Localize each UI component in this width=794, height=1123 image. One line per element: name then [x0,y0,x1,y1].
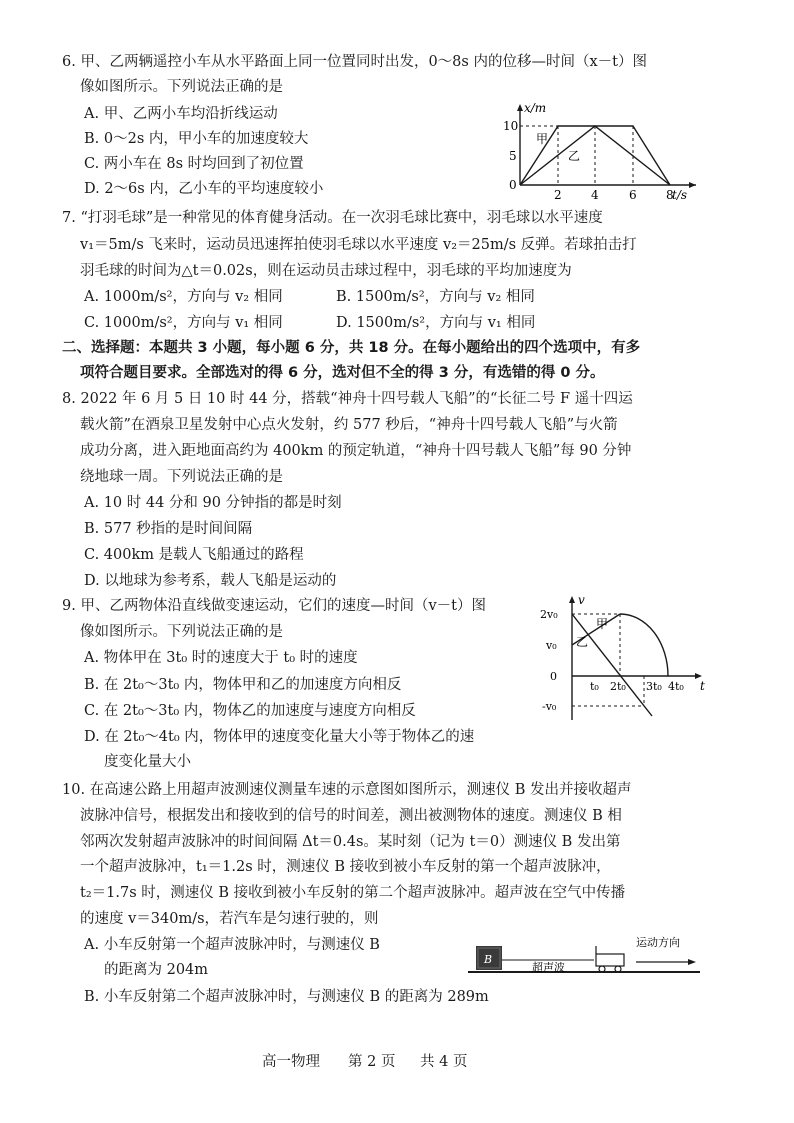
q9-option-b: B. 在 2t₀～3t₀ 内，物体甲和乙的加速度方向相反 [84,677,402,693]
q6-xt-graph [500,100,710,200]
label-4t0: 4t₀ [668,680,684,693]
label-jia: 甲 [536,132,549,146]
footer-total-pages: 共 4 页 [420,1054,468,1070]
q10-option-a-line1: A. 小车反射第一个超声波脉冲时，与测速仪 B [84,937,380,953]
q10-stem-line2: 波脉冲信号，根据发出和接收到的信号的时间差，测出被测物体的速度。测速仪 B 相 [80,808,622,824]
q9-option-c: C. 在 2t₀～3t₀ 内，物体乙的加速度与速度方向相反 [84,703,416,719]
x-axis-label: t/s [672,188,688,200]
footer-subject: 高一物理 [262,1054,320,1070]
t-axis-label: t [700,679,705,693]
y-tick-0: 0 [509,178,517,192]
y-tick-10: 10 [503,119,519,133]
v-axis-label: v [578,593,585,607]
direction-label: 运动方向 [636,936,680,949]
curve-yi-line [572,614,652,716]
q8-stem-line3: 成功分离，进入距地面高约为 400km 的预定轨道，“神舟十四号载人飞船”每 90 分钟 [80,443,632,459]
y-tick-5: 5 [509,149,517,163]
label-t0: t₀ [590,680,599,693]
q8-option-d: D. 以地球为参考系，载人飞船是运动的 [84,573,337,589]
label-2t0: 2t₀ [610,680,626,693]
q8-stem-line4: 绕地球一周。下列说法正确的是 [80,469,283,485]
q8-option-c: C. 400km 是载人飞船通过的路程 [84,547,304,563]
car-body [596,954,624,966]
y-axis-arrow [517,104,523,111]
label-yi: 乙 [576,635,589,649]
x-tick-4: 4 [591,188,599,200]
q7-stem-line2: v₁＝5m/s 飞来时，运动员迅速挥拍使羽毛球以水平速度 v₂＝25m/s 反弹。若球拍击打 [80,237,637,253]
q6-stem-line1: 6. 甲、乙两辆遥控小车从水平路面上同一位置同时出发，0～8s 内的位移—时间（x－t）图 [62,54,647,70]
q8-option-b: B. 577 秒指的是时间间隔 [84,521,253,537]
label-3t0: 3t₀ [646,680,662,693]
x-axis-arrow [689,182,696,188]
q7-option-b: B. 1500m/s²，方向与 v₂ 相同 [336,289,535,305]
q6-option-a: A. 甲、乙两小车均沿折线运动 [84,106,278,122]
q9-option-d: D. 在 2t₀～4t₀ 内，物体甲的速度变化量大小等于物体乙的速 [84,729,475,745]
q10-stem-line4: 一个超声波脉冲，t₁＝1.2s 时，测速仪 B 接收到被小车反射的第一个超声波脉冲， [80,859,611,875]
q8-stem-line2: 载火箭”在酒泉卫星发射中心点火发射，约 577 秒后，“神舟十四号载人飞船”与火箭 [80,417,618,433]
q9-option-d-cont: 度变化量大小 [104,754,191,770]
q8-option-a: A. 10 时 44 分和 90 分钟指的都是时刻 [84,495,342,511]
q7-option-a: A. 1000m/s²，方向与 v₂ 相同 [84,289,283,305]
device-label: B [484,953,493,966]
wave-label: 超声波 [532,961,565,974]
q8-stem-line1: 8. 2022 年 6 月 5 日 10 时 44 分，搭载“神舟十四号载人飞船”的“长征二号 F 遥十四运 [62,391,633,407]
curve-jia-arc [620,614,668,676]
v-axis-arrow [569,596,575,603]
q7-stem-line3: 羽毛球的时间为△t＝0.02s，则在运动员击球过程中，羽毛球的平均加速度为 [80,263,572,279]
q10-option-b: B. 小车反射第二个超声波脉冲时，与测速仪 B 的距离为 289m [84,989,489,1005]
q10-stem-line3: 邻两次发射超声波脉冲的时间间隔 Δt＝0.4s。某时刻（记为 t＝0）测速仪 B 发出第 [80,834,621,850]
section2-header-line2: 项符合题目要求。全部选对的得 6 分，选对但不全的得 3 分，有选错的得 0 分。 [80,365,605,381]
label-2v0: 2v₀ [540,608,558,621]
q10-stem-line6: 的速度 v＝340m/s，若汽车是匀速行驶的，则 [80,911,379,927]
label-v0: v₀ [546,639,557,652]
label-origin: 0 [550,670,557,683]
q10-ultrasonic-diagram [466,934,702,980]
q10-stem-line5: t₂＝1.7s 时，测速仪 B 接收到被小车反射的第二个超声波脉冲。超声波在空气中传播 [80,885,626,901]
label-neg-v0: -v₀ [542,700,557,713]
direction-arrow-head [688,959,696,965]
label-jia: 甲 [596,617,609,631]
q9-stem-line2: 像如图所示。下列说法正确的是 [80,624,283,640]
q9-option-a: A. 物体甲在 3t₀ 时的速度大于 t₀ 时的速度 [84,650,358,666]
q9-stem-line1: 9. 甲、乙两物体沿直线做变速运动，它们的速度—时间（v－t）图 [62,598,486,614]
q6-stem-line2: 像如图所示。下列说法正确的是 [80,79,283,95]
q7-option-c: C. 1000m/s²，方向与 v₁ 相同 [84,315,283,331]
footer-page-number: 第 2 页 [348,1054,396,1070]
q9-vt-graph [536,592,708,722]
x-tick-2: 2 [554,188,562,200]
q6-option-d: D. 2～6s 内，乙小车的平均速度较小 [84,181,324,197]
section2-header-line1: 二、选择题：本题共 3 小题，每小题 6 分，共 18 分。在每小题给出的四个选项中，有多 [62,340,641,356]
q10-option-a-line2: 的距离为 204m [104,962,209,978]
q7-option-d: D. 1500m/s²，方向与 v₁ 相同 [336,315,536,331]
q6-option-b: B. 0～2s 内，甲小车的加速度较大 [84,131,309,147]
y-axis-label: x/m [524,101,547,115]
label-yi: 乙 [568,149,581,163]
x-tick-8: 8 [666,188,674,200]
q7-stem-line1: 7. “打羽毛球”是一种常见的体育健身活动。在一次羽毛球比赛中，羽毛球以水平速度 [62,210,603,226]
x-tick-6: 6 [629,188,637,200]
q6-option-c: C. 两小车在 8s 时均回到了初位置 [84,156,304,172]
q10-stem-line1: 10. 在高速公路上用超声波测速仪测量车速的示意图如图所示，测速仪 B 发出并接收超声 [62,782,632,798]
